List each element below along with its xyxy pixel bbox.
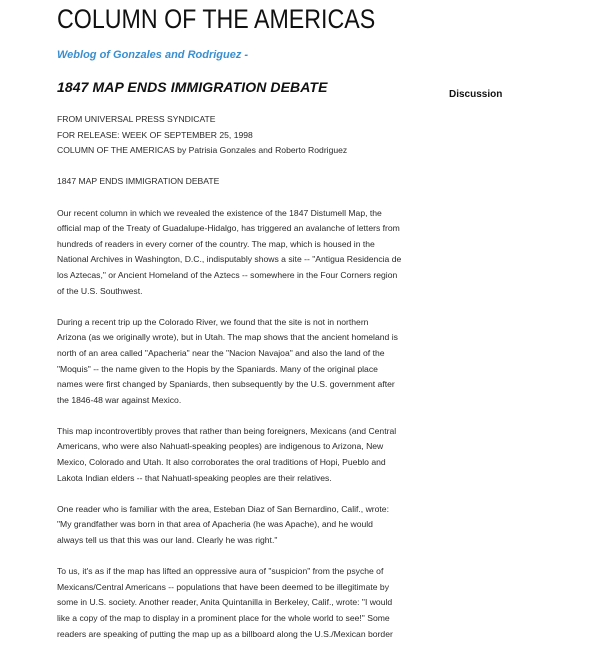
paragraph-line: always tell us that this was our land. Clearly he was right." bbox=[57, 535, 278, 546]
post-title: 1847 MAP ENDS IMMIGRATION DEBATE bbox=[57, 79, 328, 95]
meta-line: FROM UNIVERSAL PRESS SYNDICATE bbox=[57, 114, 216, 124]
paragraph bbox=[57, 315, 455, 409]
site-title: COLUMN OF THE AMERICAS bbox=[57, 4, 376, 34]
article-heading-text: 1847 MAP ENDS IMMIGRATION DEBATE bbox=[57, 176, 220, 187]
paragraph bbox=[57, 206, 455, 300]
discussion-link[interactable]: Discussion bbox=[449, 89, 503, 100]
paragraph-line: official map of the Treaty of Guadalupe-Hidalgo, has triggered an avalanche of letters from bbox=[57, 223, 400, 234]
paragraph-line: names were first changed by Spaniards, then subsequently by the U.S. government after bbox=[57, 379, 395, 390]
paragraph-line: hundreds of readers in every corner of the country. The map, which is housed in the bbox=[57, 238, 375, 249]
paragraph bbox=[57, 424, 455, 486]
paragraph-line: "Moquis" -- the name given to the Hopis by the Spaniards. Many of the original place bbox=[57, 363, 378, 374]
paragraph-line: "My grandfather was born in that area of Apacheria (he was Apache), and he would bbox=[57, 519, 373, 530]
paragraph-line: During a recent trip up the Colorado River, we found that the site is not in northern bbox=[57, 316, 369, 327]
paragraph-line: National Archives in Washington, D.C., indisputably shows a site -- "Antigua Residencia de bbox=[57, 254, 402, 265]
paragraph-line: north of an area called "Apacheria" near the "Nacion Navajoa" and also the land of the bbox=[57, 347, 385, 358]
paragraph-line: Our recent column in which we revealed the existence of the 1847 Distumell Map, the bbox=[57, 207, 382, 218]
paragraph-line: Mexicans/Central Americans -- populations that have been deemed to be illegitimate by bbox=[57, 581, 389, 592]
paragraph-line: Americans, who were also Nahuatl-speaking peoples) are indigenous to Arizona, New bbox=[57, 441, 384, 452]
paragraph-line: the 1846-48 war against Mexico. bbox=[57, 394, 182, 405]
paragraph-line: some in U.S. society. Another reader, Anita Quintanilla in Berkeley, Calif., wrote: "I would bbox=[57, 597, 393, 608]
paragraph bbox=[57, 502, 455, 549]
paragraph-line: To us, it's as if the map has lifted an oppressive aura of "suspicion" from the psyche of bbox=[57, 566, 384, 577]
paragraph-line: like a copy of the map to display in a prominent place for the whole world to see!" Some bbox=[57, 613, 390, 623]
meta-line: COLUMN OF THE AMERICAS by Patrisia Gonzales and Roberto Rodriguez bbox=[57, 145, 348, 156]
paragraph-line: of the U.S. Southwest. bbox=[57, 285, 143, 296]
paragraph-line: Lakota Indian elders -- that Nahuatl-speaking peoples are their relatives. bbox=[57, 472, 332, 483]
article-meta bbox=[57, 112, 455, 159]
paragraph-line: This map incontrovertibly proves that rather than being foreigners, Mexicans (and Central bbox=[57, 425, 397, 436]
article-heading bbox=[57, 174, 455, 190]
paragraph-line: Mexico, Colorado and Utah. It also corroborates the oral traditions of Hopi, Pueblo and bbox=[57, 457, 386, 468]
meta-line: FOR RELEASE: WEEK OF SEPTEMBER 25, 1998 bbox=[57, 129, 253, 140]
paragraph-line: One reader who is familiar with the area, Esteban Diaz of San Bernardino, Calif., wrote: bbox=[57, 503, 389, 514]
blog-subtitle-link[interactable]: Weblog of Gonzales and Rodriguez - bbox=[57, 49, 249, 61]
paragraph-line: los Aztecas," or Ancient Homeland of the Aztecs -- somewhere in the Four Corners region bbox=[57, 269, 398, 280]
paragraph bbox=[57, 564, 455, 642]
paragraph-line: Arizona (as we originally wrote), but in Utah. The map shows that the ancient homeland is bbox=[57, 332, 398, 343]
article-body bbox=[57, 112, 455, 658]
paragraph-line: readers are speaking of putting the map up as a billboard along the U.S./Mexican border bbox=[57, 628, 393, 639]
